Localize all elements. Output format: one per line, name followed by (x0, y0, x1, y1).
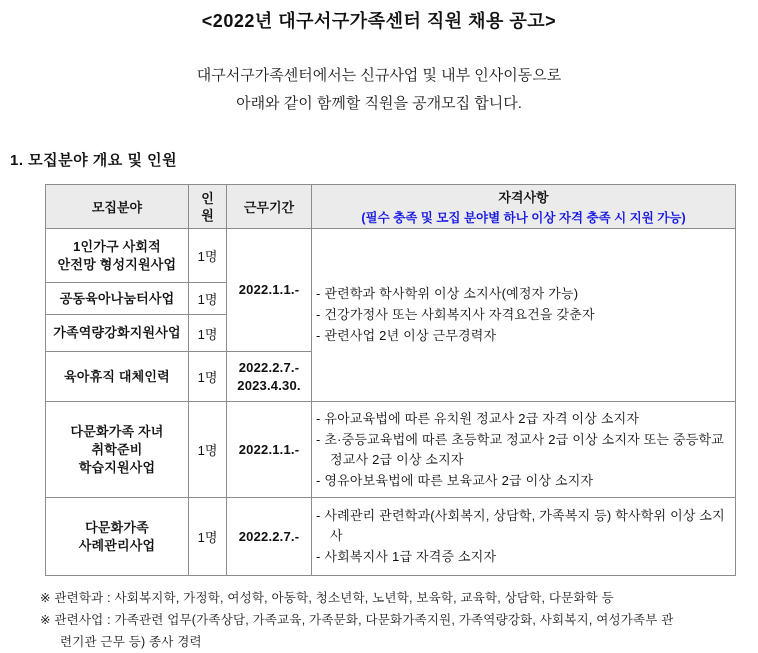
intro-line-2: 아래와 같이 함께할 직원을 공개모집 합니다. (236, 95, 522, 112)
qualifications-cell-merged: - 관련학과 학사학위 이상 소지사(예정자 가능) - 건강가정사 또는 사회복지사 자격요건을 갖춘자 - 관련사업 2년 이상 근무경력자 (312, 229, 736, 402)
field-cell: 다문화가족 사례관리사업 (46, 498, 189, 576)
period-cell: 2022.1.1.- (227, 402, 312, 498)
table-header-row (46, 185, 736, 229)
field-cell: 육아휴직 대체인력 (46, 352, 189, 402)
headcount-cell: 1명 (189, 315, 227, 352)
table-row (46, 402, 736, 498)
qualifications-cell: - 유아교육법에 따른 유치원 정교사 2급 자격 이상 소지자 - 초·중등교육법에 따른 초등학교 정교사 2급 이상 소지자 또는 중등학교 정교사 2급 이상 소지자 - 영유아보육법에 따른 보육교사 2급 이상 소지자 (312, 402, 736, 498)
headcount-cell: 1명 (189, 283, 227, 315)
field-cell: 다문화가족 자녀 취학준비 학습지원사업 (46, 402, 189, 498)
period-cell-merged: 2022.1.1.- (227, 229, 312, 352)
col-header-headcount (189, 185, 227, 229)
table-row (46, 229, 736, 283)
table-row (46, 498, 736, 576)
period-cell: 2022.2.7.- 2023.4.30. (227, 352, 312, 402)
col-header-field: 모집분야 (46, 185, 189, 229)
field-cell: 가족역량강화지원사업 (46, 315, 189, 352)
period-cell: 2022.2.7.- (227, 498, 312, 576)
headcount-cell: 1명 (189, 352, 227, 402)
col-header-headcount-label: 인원 (201, 190, 214, 223)
qualifications-cell: - 사례관리 관련학과(사회복지, 상담학, 가족복지 등) 학사학위 이상 소지사 - 사회복지사 1급 자격증 소지자 (312, 498, 736, 576)
field-cell: 1인가구 사회적 안전망 형성지원사업 (46, 229, 189, 283)
headcount-cell: 1명 (189, 498, 227, 576)
col-header-period: 근무기간 (227, 185, 312, 229)
recruitment-table (45, 184, 736, 576)
headcount-cell: 1명 (189, 402, 227, 498)
intro-paragraph (0, 62, 758, 118)
section-heading: 1. 모집분야 개요 및 인원 (10, 152, 178, 169)
footnote-related-work-line-1: ※ 관련사업 : 가족관련 업무(가족상담, 가족교육, 가족문화, 다문화가족지원, 가족역량강화, 사회복지, 여성가족부 관 (40, 613, 674, 627)
headcount-cell: 1명 (189, 229, 227, 283)
page-title: <2022년 대구서구가족센터 직원 채용 공고> (201, 11, 557, 31)
field-cell: 공동육아나눔터사업 (46, 283, 189, 315)
footnote-related-work-line-2: 련기관 근무 등) 종사 경력 (60, 635, 202, 649)
qualifications-title: 자격사항 (498, 190, 549, 205)
qualifications-subtitle: (필수 충족 및 모집 분야별 하나 이상 자격 충족 시 지원 가능) (361, 211, 686, 225)
col-header-qualifications (312, 185, 736, 229)
footnote-related-majors: ※ 관련학과 : 사회복지학, 가정학, 여성학, 아동학, 청소년학, 노년학, 보육학, 교육학, 상담학, 다문화학 등 (40, 591, 614, 605)
footnotes (40, 587, 758, 653)
intro-line-1: 대구서구가족센터에서는 신규사업 및 내부 인사이동으로 (196, 67, 562, 84)
